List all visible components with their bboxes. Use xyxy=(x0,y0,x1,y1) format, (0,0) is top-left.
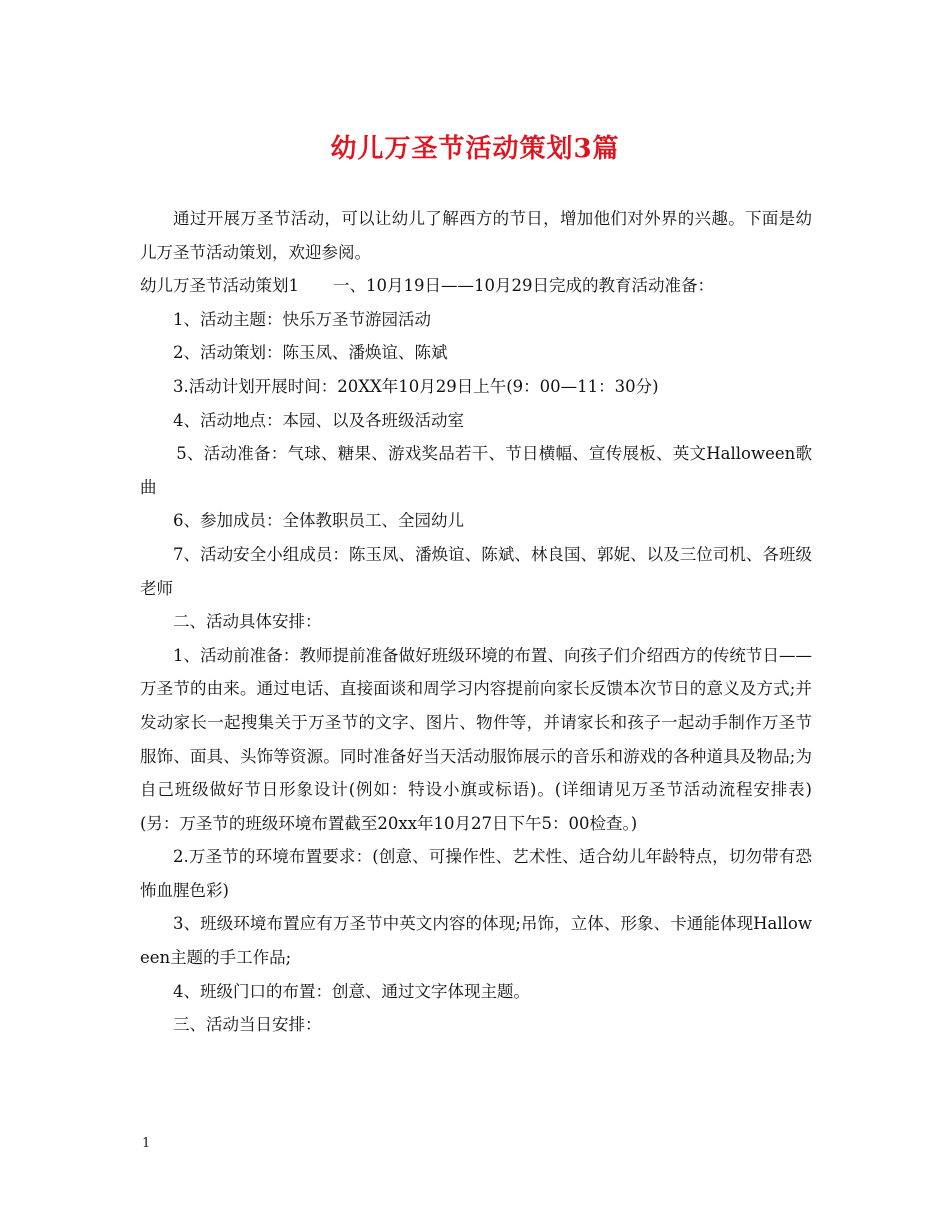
section-label: 幼儿万圣节活动策划1 xyxy=(140,276,299,296)
section3-heading: 三、活动当日安排： xyxy=(173,1015,322,1035)
list-item: 5、活动准备：气球、糖果、游戏奖品若干、节日横幅、宣传展板、英文Halloween歌曲 xyxy=(140,444,812,497)
document-title: 幼儿万圣节活动策划3篇 xyxy=(330,134,620,164)
list-item: 3.活动计划开展时间：20XX年10月29日上午(9：00—11：30分) xyxy=(173,376,659,396)
list-item: 2、活动策划：陈玉凤、潘焕谊、陈斌 xyxy=(173,343,448,363)
section-line xyxy=(140,269,812,303)
list-item: 6、参加成员：全体教职员工、全园幼儿 xyxy=(173,511,464,531)
list-item: 7、活动安全小组成员：陈玉凤、潘焕谊、陈斌、林良国、郭妮、以及三位司机、各班级老师 xyxy=(140,544,812,598)
list-item: 4、活动地点：本园、以及各班级活动室 xyxy=(173,410,464,430)
list-item: 4、班级门口的布置：创意、通过文字体现主题。 xyxy=(173,981,530,1001)
list-item: 1、活动主题：快乐万圣节游园活动 xyxy=(173,309,431,329)
section-heading: 一、10月19日——10月29日完成的教育活动准备： xyxy=(333,276,714,296)
intro-paragraph: 通过开展万圣节活动，可以让幼儿了解西方的节日，增加他们对外界的兴趣。下面是幼儿万圣节活动策划，欢迎参阅。 xyxy=(140,209,812,262)
section2-heading: 二、活动具体安排： xyxy=(173,612,322,632)
page-number: 1 xyxy=(142,1136,151,1151)
list-item: 3、班级环境布置应有万圣节中英文内容的体现;吊饰，立体、形象、卡通能体现Halloween主题的手工作品; xyxy=(140,914,812,968)
document-body xyxy=(140,202,812,1042)
list-item: 1、活动前准备：教师提前准备做好班级环境的布置、向孩子们介绍西方的传统节日——万圣节的由来。通过电话、直接面谈和周学习内容提前向家长反馈本次节日的意义及方式;并发动家长一起搜集关于万圣节的文字、图片、物件等，并请家长和孩子一起动手制作万圣节服饰、面具、头饰等资源。同时准备好当天活动服饰展示的音乐和游戏的各种道具及物品;为自己班级做好节日形象设计(例如：特设小旗或标语)。(详细请见万圣节活动流程安排表)(另：万圣节的班级环境布置截至20xx年10月27日下午5：00检查。) xyxy=(140,645,812,833)
list-item: 2.万圣节的环境布置要求：(创意、可操作性、艺术性、适合幼儿年龄特点，切勿带有恐怖血腥色彩) xyxy=(140,847,812,900)
